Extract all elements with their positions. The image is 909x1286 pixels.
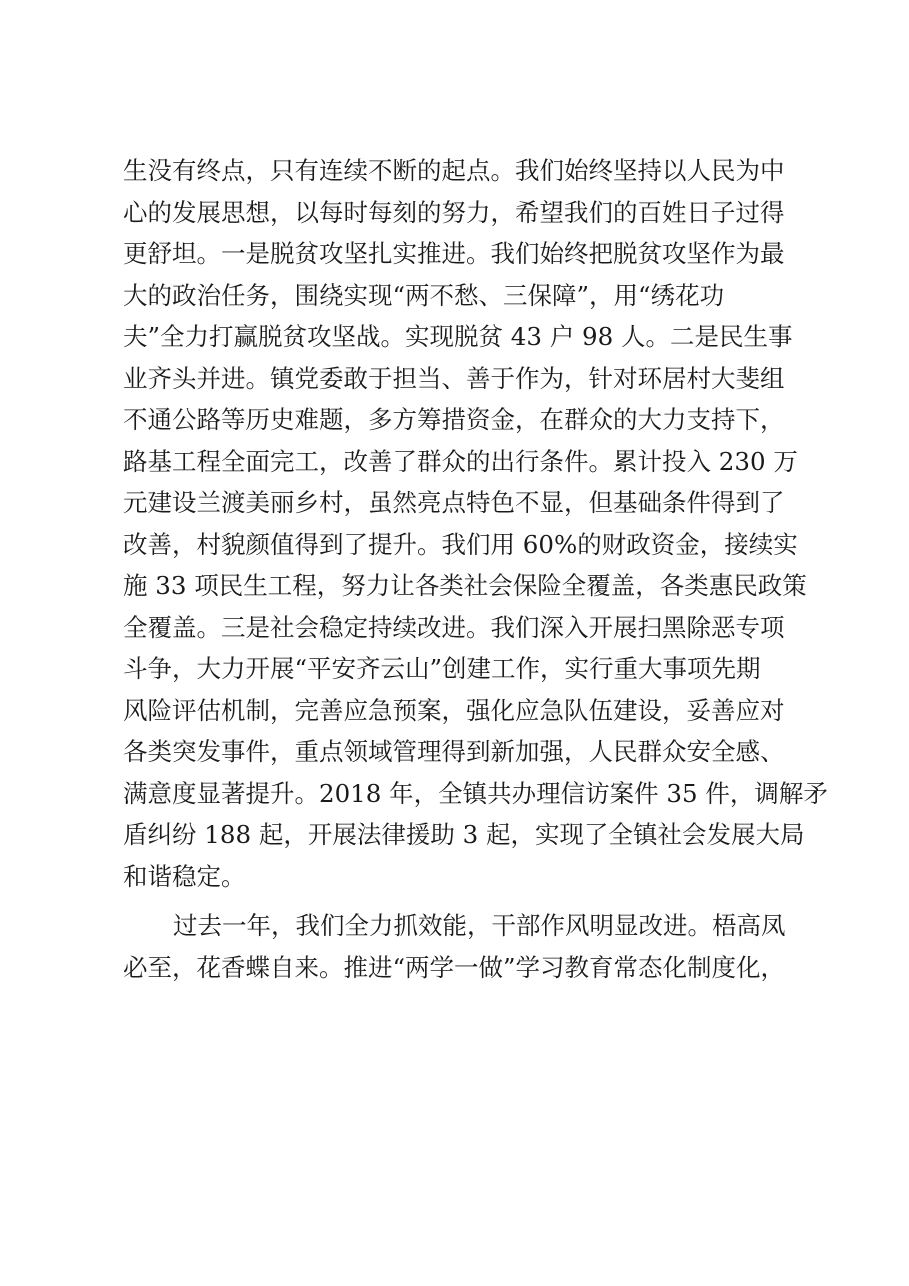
text-line: 生没有终点，只有连续不断的起点。我们始终坚持以人民为中: [123, 156, 785, 185]
text-line: 风险评估机制，完善应急预案，强化应急队伍建设，妥善应对: [123, 695, 785, 725]
text-line: 过去一年，我们全力抓效能，干部作风明显改进。梧高凤: [173, 911, 786, 940]
paragraph-2: [123, 905, 813, 988]
text-line: 盾纠纷 188 起，开展法律援助 3 起，实现了全镇社会发展大局: [123, 820, 805, 849]
text-line: 各类突发事件，重点领域管理得到新加强，人民群众安全感、: [123, 737, 785, 766]
text-line: 大的政治任务，围绕实现“两不愁、三保障”，用“绣花功: [123, 280, 725, 310]
text-line: 斗争，大力开展“平安齐云山”创建工作，实行重大事项先期: [123, 654, 761, 683]
document-body: [123, 150, 828, 988]
text-line: 心的发展思想，以每时每刻的努力，希望我们的百姓日子过得: [123, 197, 785, 227]
text-line: 路基工程全面完工，改善了群众的出行条件。累计投入 230 万: [123, 446, 798, 476]
text-line: 施 33 项民生工程，努力让各类社会保险全覆盖，各类惠民政策: [123, 571, 807, 600]
text-line: 改善，村貌颜值得到了提升。我们用 60%的财政资金，接续实: [123, 529, 798, 559]
text-line: 业齐头并进。镇党委敢于担当、善于作为，针对环居村大斐组: [123, 363, 785, 393]
text-line: 必至，花香蝶自来。推进“两学一做”学习教育常态化制度化，: [123, 952, 786, 982]
text-line: 和谐稳定。: [123, 861, 246, 891]
text-line: 不通公路等历史难题，多方筹措资金，在群众的大力支持下，: [123, 405, 785, 434]
text-line: 全覆盖。三是社会稳定持续改进。我们深入开展扫黑除恶专项: [123, 612, 785, 642]
text-line: 更舒坦。一是脱贫攻坚扎实推进。我们始终把脱贫攻坚作为最: [123, 239, 785, 268]
text-line: 满意度显著提升。2018 年，全镇共办理信访案件 35 件，调解矛: [123, 778, 828, 808]
text-line: 夫”全力打赢脱贫攻坚战。实现脱贫 43 户 98 人。二是民生事: [123, 322, 793, 351]
paragraph-1: [123, 150, 828, 897]
text-line: 元建设兰渡美丽乡村，虽然亮点特色不显，但基础条件得到了: [123, 488, 785, 517]
